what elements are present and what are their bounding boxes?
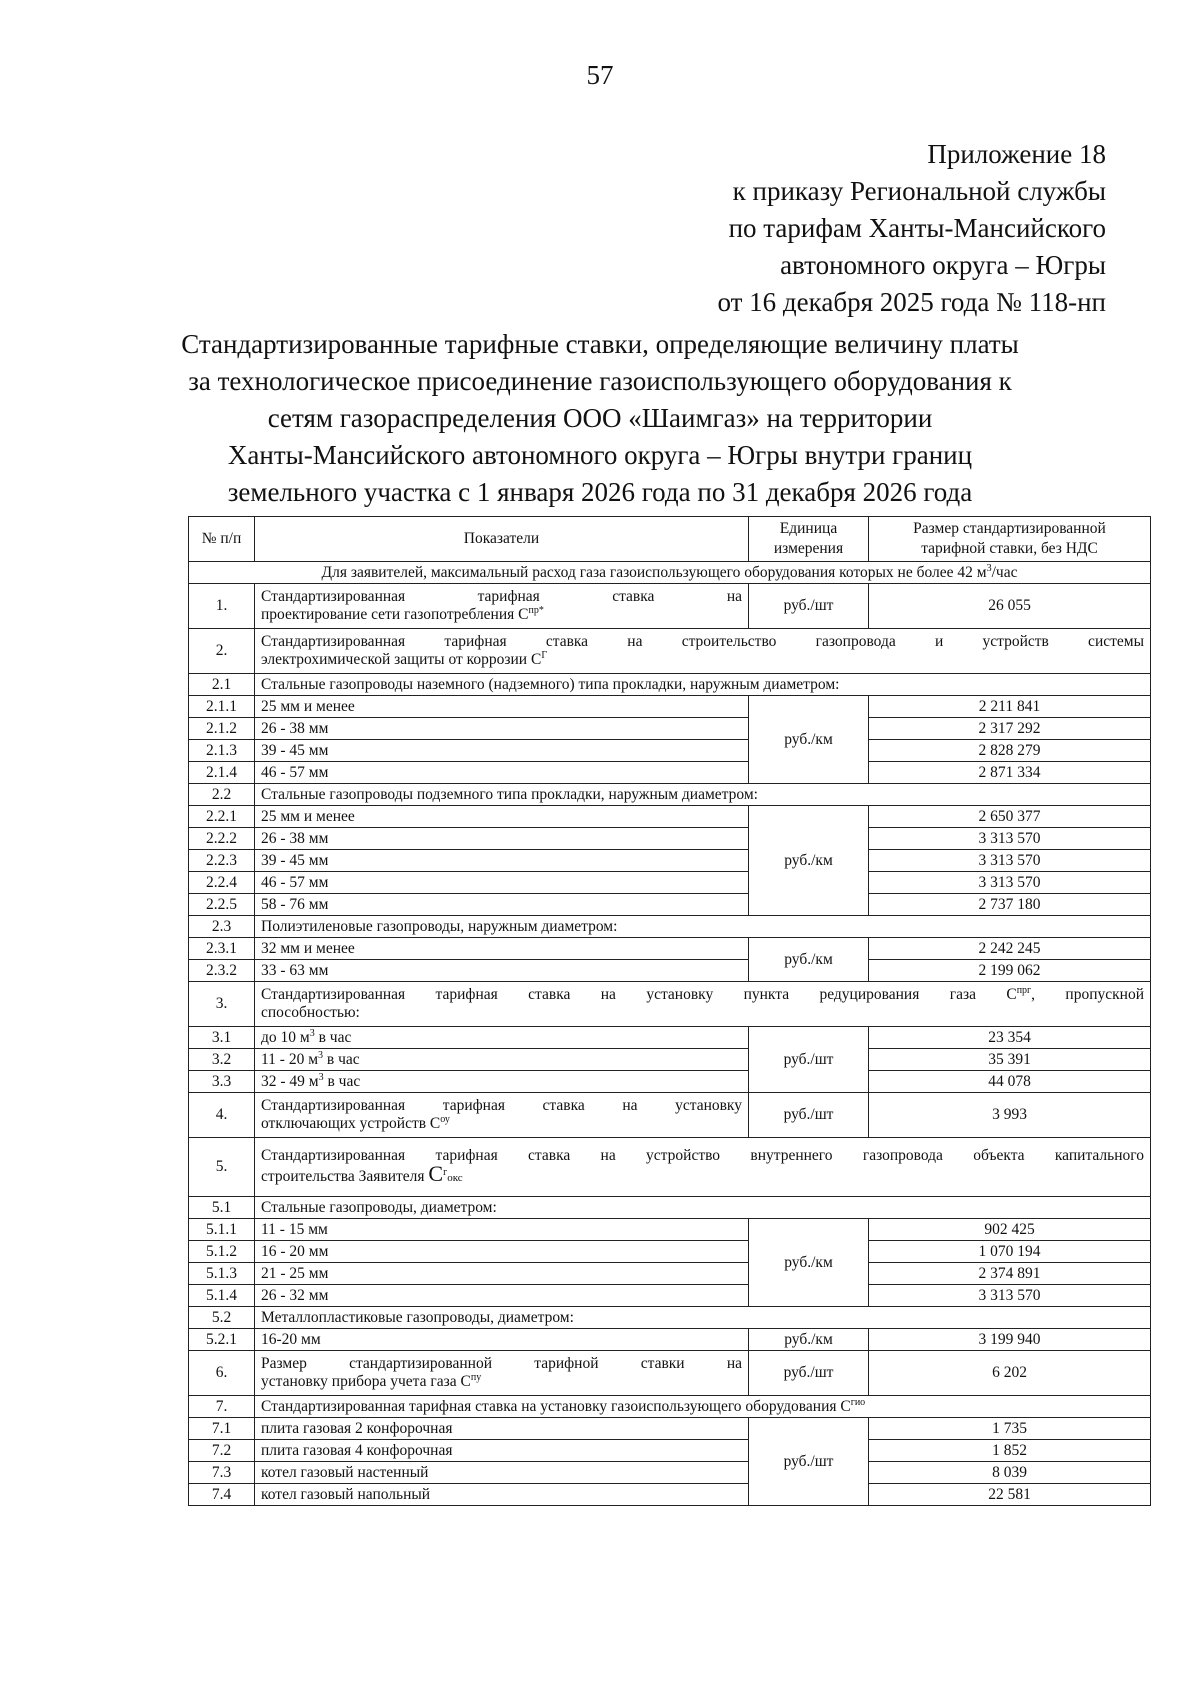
table-row: 5.1.1 11 - 15 мм руб./км 902 425 — [189, 1219, 1151, 1241]
group-caption: Для заявителей, максимальный расход газа газоиспользующего оборудования которых не более 42 $м^3$/час — [189, 562, 1151, 584]
table-row: 7.1 плита газовая 2 конфорочная руб./шт 1 735 — [189, 1418, 1151, 1440]
table-row: 7.2 плита газовая 4 конфорочная 1 852 — [189, 1440, 1151, 1462]
table-row: 1. Стандартизированная тарифная ставка на проектирование сети газопотребления $С^{пр*}$ руб./шт 26 055 — [189, 584, 1151, 629]
tariff-table — [188, 516, 1151, 1506]
title-line: земельного участка с 1 января 2026 года по 31 декабря 2026 года — [227, 477, 973, 507]
title-line: Стандартизированные тарифные ставки, определяющие величину платы — [181, 329, 1019, 359]
table-row: 7.4 котел газовый напольный 22 581 — [189, 1484, 1151, 1506]
table-row: 5.1.2 16 - 20 мм 1 070 194 — [189, 1241, 1151, 1263]
table-row: 4. Стандартизированная тарифная ставка на установку отключающих устройств $С^{оу}$ руб./шт 3 993 — [189, 1093, 1151, 1138]
appendix-line: от 16 декабря 2025 года № 118-нп — [717, 287, 1106, 317]
table-row: 5.2 Металлопластиковые газопроводы, диаметром: — [189, 1307, 1151, 1329]
header-value: Размер стандартизированной тарифной ставки, без НДС — [869, 517, 1151, 562]
group-row — [189, 562, 1151, 584]
appendix-line: автономного округа – Югры — [780, 250, 1106, 280]
header-unit: Единица измерения — [749, 517, 869, 562]
table-row: 7. Стандартизированная тарифная ставка на установку газоиспользующего оборудования $С^{гио}$ — [189, 1396, 1151, 1418]
table-row: 2.3.2 33 - 63 мм 2 199 062 — [189, 960, 1151, 982]
table-row: 2.1 Стальные газопроводы наземного (надземного) типа прокладки, наружным диаметром: — [189, 674, 1151, 696]
header-no: № п/п — [189, 517, 255, 562]
document-title — [150, 326, 1050, 511]
table-header-row — [189, 517, 1151, 562]
table-row: 2.1.2 26 - 38 мм 2 317 292 — [189, 718, 1151, 740]
table-row: 5.1.3 21 - 25 мм 2 374 891 — [189, 1263, 1151, 1285]
table-row: 2.2.3 39 - 45 мм 3 313 570 — [189, 850, 1151, 872]
title-line: сетям газораспределения ООО «Шаимгаз» на территории — [267, 403, 933, 433]
appendix-line: Приложение 18 — [927, 139, 1106, 169]
title-line: за технологическое присоединение газоиспользующего оборудования к — [188, 366, 1012, 396]
table-row: 2.2.5 58 - 76 мм 2 737 180 — [189, 894, 1151, 916]
title-line: Ханты-Мансийского автономного округа – Югры внутри границ — [227, 440, 973, 470]
table-row: 5.1.4 26 - 32 мм 3 313 570 — [189, 1285, 1151, 1307]
table-row: 2.2.4 46 - 57 мм 3 313 570 — [189, 872, 1151, 894]
table-row: 2.3.1 32 мм и менее руб./км 2 242 245 — [189, 938, 1151, 960]
table-row: 3.2 11 - 20 $м^3$ в час 35 391 — [189, 1049, 1151, 1071]
table-row: 3. Стандартизированная тарифная ставка на установку пункта редуцирования газа $С^{прг}$, пропускной способностью: — [189, 982, 1151, 1027]
appendix-line: к приказу Региональной службы — [732, 176, 1106, 206]
table-row: 5.1 Стальные газопроводы, диаметром: — [189, 1197, 1151, 1219]
table-row: 2.2.1 25 мм и менее руб./км 2 650 377 — [189, 806, 1151, 828]
table-row: 6. Размер стандартизированной тарифной ставки на установку прибора учета газа $С^{пу}$ руб./шт 6 202 — [189, 1351, 1151, 1396]
table-row: 7.3 котел газовый настенный 8 039 — [189, 1462, 1151, 1484]
appendix-line: по тарифам Ханты-Мансийского — [728, 213, 1106, 243]
table-row: 2. Стандартизированная тарифная ставка на строительство газопровода и устройств системы электрохимической защиты от коррозии $С^Г$ — [189, 629, 1151, 674]
table-row: 2.1.3 39 - 45 мм 2 828 279 — [189, 740, 1151, 762]
table-row: 2.3 Полиэтиленовые газопроводы, наружным диаметром: — [189, 916, 1151, 938]
header-name: Показатели — [255, 517, 749, 562]
table-row: 2.2 Стальные газопроводы подземного типа прокладки, наружным диаметром: — [189, 784, 1151, 806]
table-row: 3.1 до 10 $м^3$ в час руб./шт 23 354 — [189, 1027, 1151, 1049]
table-row: 5. Стандартизированная тарифная ставка на устройство внутреннего газопровода объекта капитального строительства Заявителя $С^гокс$ — [189, 1138, 1151, 1197]
appendix-header — [717, 136, 1106, 321]
table-row: 2.1.1 25 мм и менее руб./км 2 211 841 — [189, 696, 1151, 718]
table-row: 2.1.4 46 - 57 мм 2 871 334 — [189, 762, 1151, 784]
table-row: 5.2.1 16-20 мм руб./км 3 199 940 — [189, 1329, 1151, 1351]
page-number: 57 — [586, 60, 614, 90]
table-row: 3.3 32 - 49 $м^3$ в час 44 078 — [189, 1071, 1151, 1093]
table-row: 2.2.2 26 - 38 мм 3 313 570 — [189, 828, 1151, 850]
